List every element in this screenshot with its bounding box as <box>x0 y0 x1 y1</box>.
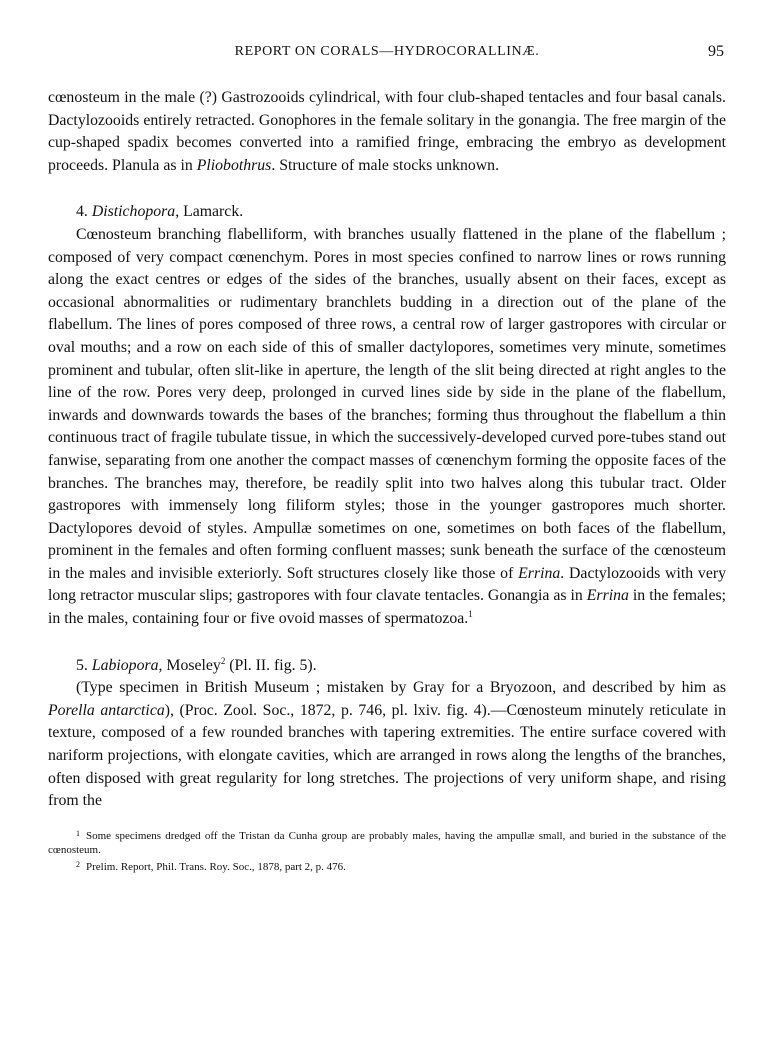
footnote-1 <box>48 827 726 858</box>
genus-heading-distichopora <box>48 201 726 224</box>
genus-heading-labiopora <box>48 655 726 678</box>
genus-name: Distichopora <box>91 203 176 221</box>
labiopora-text-2: ), (Proc. Zool. Soc., 1872, p. 746, pl. lxiv. fig. 4).—Cœnosteum minutely reticulate in texture, composed of a few rounded branches with tapering extremities. The entire surface covered with nariform projections, with elongate cavities, which are arranged in rows along the lengths of the branches, often disposed with great regularity for long stretches. The projections of very uniform shape, and rising from the <box>48 701 726 810</box>
genus-authority: , Moseley <box>158 656 221 674</box>
page <box>48 44 726 874</box>
genus-reference: Pliobothrus <box>196 156 272 174</box>
continuation-text-1: cœnosteum in the male (?) Gastrozooids cylindrical, with four club-shaped tentacles and four basal canals. Dactylozooids entirely retracted. Gonophores in the female solitary in the gonangia. The free margin of the cup-shaped spadix becomes converted into a ramified fringe, embracing the embryo as development proceeds. Planula as in <box>48 89 726 174</box>
species-reference: Porella antarctica <box>48 701 165 719</box>
continuation-text-2: . Structure of male stocks unknown. <box>271 156 500 174</box>
labiopora-paragraph <box>48 677 726 813</box>
running-title: REPORT ON CORALS—HYDROCORALLINÆ. <box>234 44 540 59</box>
continuation-paragraph <box>48 87 726 177</box>
footnote-mark: 2 <box>76 859 80 869</box>
footnote-marker[interactable]: 2 <box>220 655 226 666</box>
footnote-2 <box>48 858 726 875</box>
footnote-text: Prelim. Report, Phil. Trans. Roy. Soc., 1878, part 2, p. 476. <box>86 860 346 873</box>
genus-reference: Errina <box>518 564 561 582</box>
genus-reference: Errina <box>586 587 629 605</box>
distichopora-text-2: . Dactylozooids with very long retractor muscular slips; gastropores with four clavate tentacles. Gonangia as in <box>48 564 726 605</box>
figure-reference: (Pl. II. fig. 5). <box>225 656 317 674</box>
labiopora-text-1: (Type specimen in British Museum ; mistaken by Gray for a Bryozoon, and described by him as <box>76 679 726 697</box>
running-head <box>48 44 726 66</box>
page-number: 95 <box>708 43 724 60</box>
body-text <box>48 87 726 813</box>
footnote-mark: 1 <box>76 828 80 838</box>
distichopora-text-3: in the females; in the males, containing four or five ovoid masses of spermatozoa. <box>48 587 726 628</box>
section-number: 5. <box>76 656 88 674</box>
footnote-text: Some specimens dredged off the Tristan da Cunha group are probably males, having the ampullæ small, and buried in the substance of the cœnosteum. <box>48 829 726 857</box>
section-number: 4. <box>76 203 88 221</box>
genus-authority: , Lamarck. <box>175 203 244 221</box>
footnotes <box>48 827 726 875</box>
genus-name: Labiopora <box>91 656 159 674</box>
distichopora-text-1: Cœnosteum branching flabelliform, with branches usually flattened in the plane of the flabellum ; composed of very compact cœnenchym. Pores in most species confined to narrow lines or rows running along the exact centres or edges of the sides of the branches, usually absent on their faces, except as occasional abnormalities or rudimentary branchlets budding in a direction out of the plane of the flabellum. The lines of pores composed of three rows, a central row of larger gastropores with circular or oval mouths; and a row on each side of this of smaller dactylopores, sometimes very minute, sometimes prominent and tubular, often slit-like in aperture, the length of the slit being directed at right angles to the line of the row. Pores very deep, prolonged in curved lines side by side in the plane of the flabellum, inwards and downwards towards the bases of the branches; forming thus throughout the flabellum a thin continuous tract of fragile tubulate tissue, in which the successively-developed curved pore-tubes stand out fanwise, separating from one another the compact masses of cœnenchym forming the opposite faces of the branches. The branches may, therefore, be readily split into two halves along this tubular tract. Older gastropores with immensely long filiform styles; those in the younger gastropores much shorter. Dactylopores devoid of styles. Ampullæ sometimes on one, sometimes on both faces of the flabellum, prominent in the females and often forming confluent masses; sunk beneath the surface of the cœnosteum in the males and invisible exteriorly. Soft structures closely like those of <box>48 225 726 582</box>
footnote-marker[interactable]: 1 <box>468 609 473 620</box>
distichopora-paragraph <box>48 224 726 631</box>
